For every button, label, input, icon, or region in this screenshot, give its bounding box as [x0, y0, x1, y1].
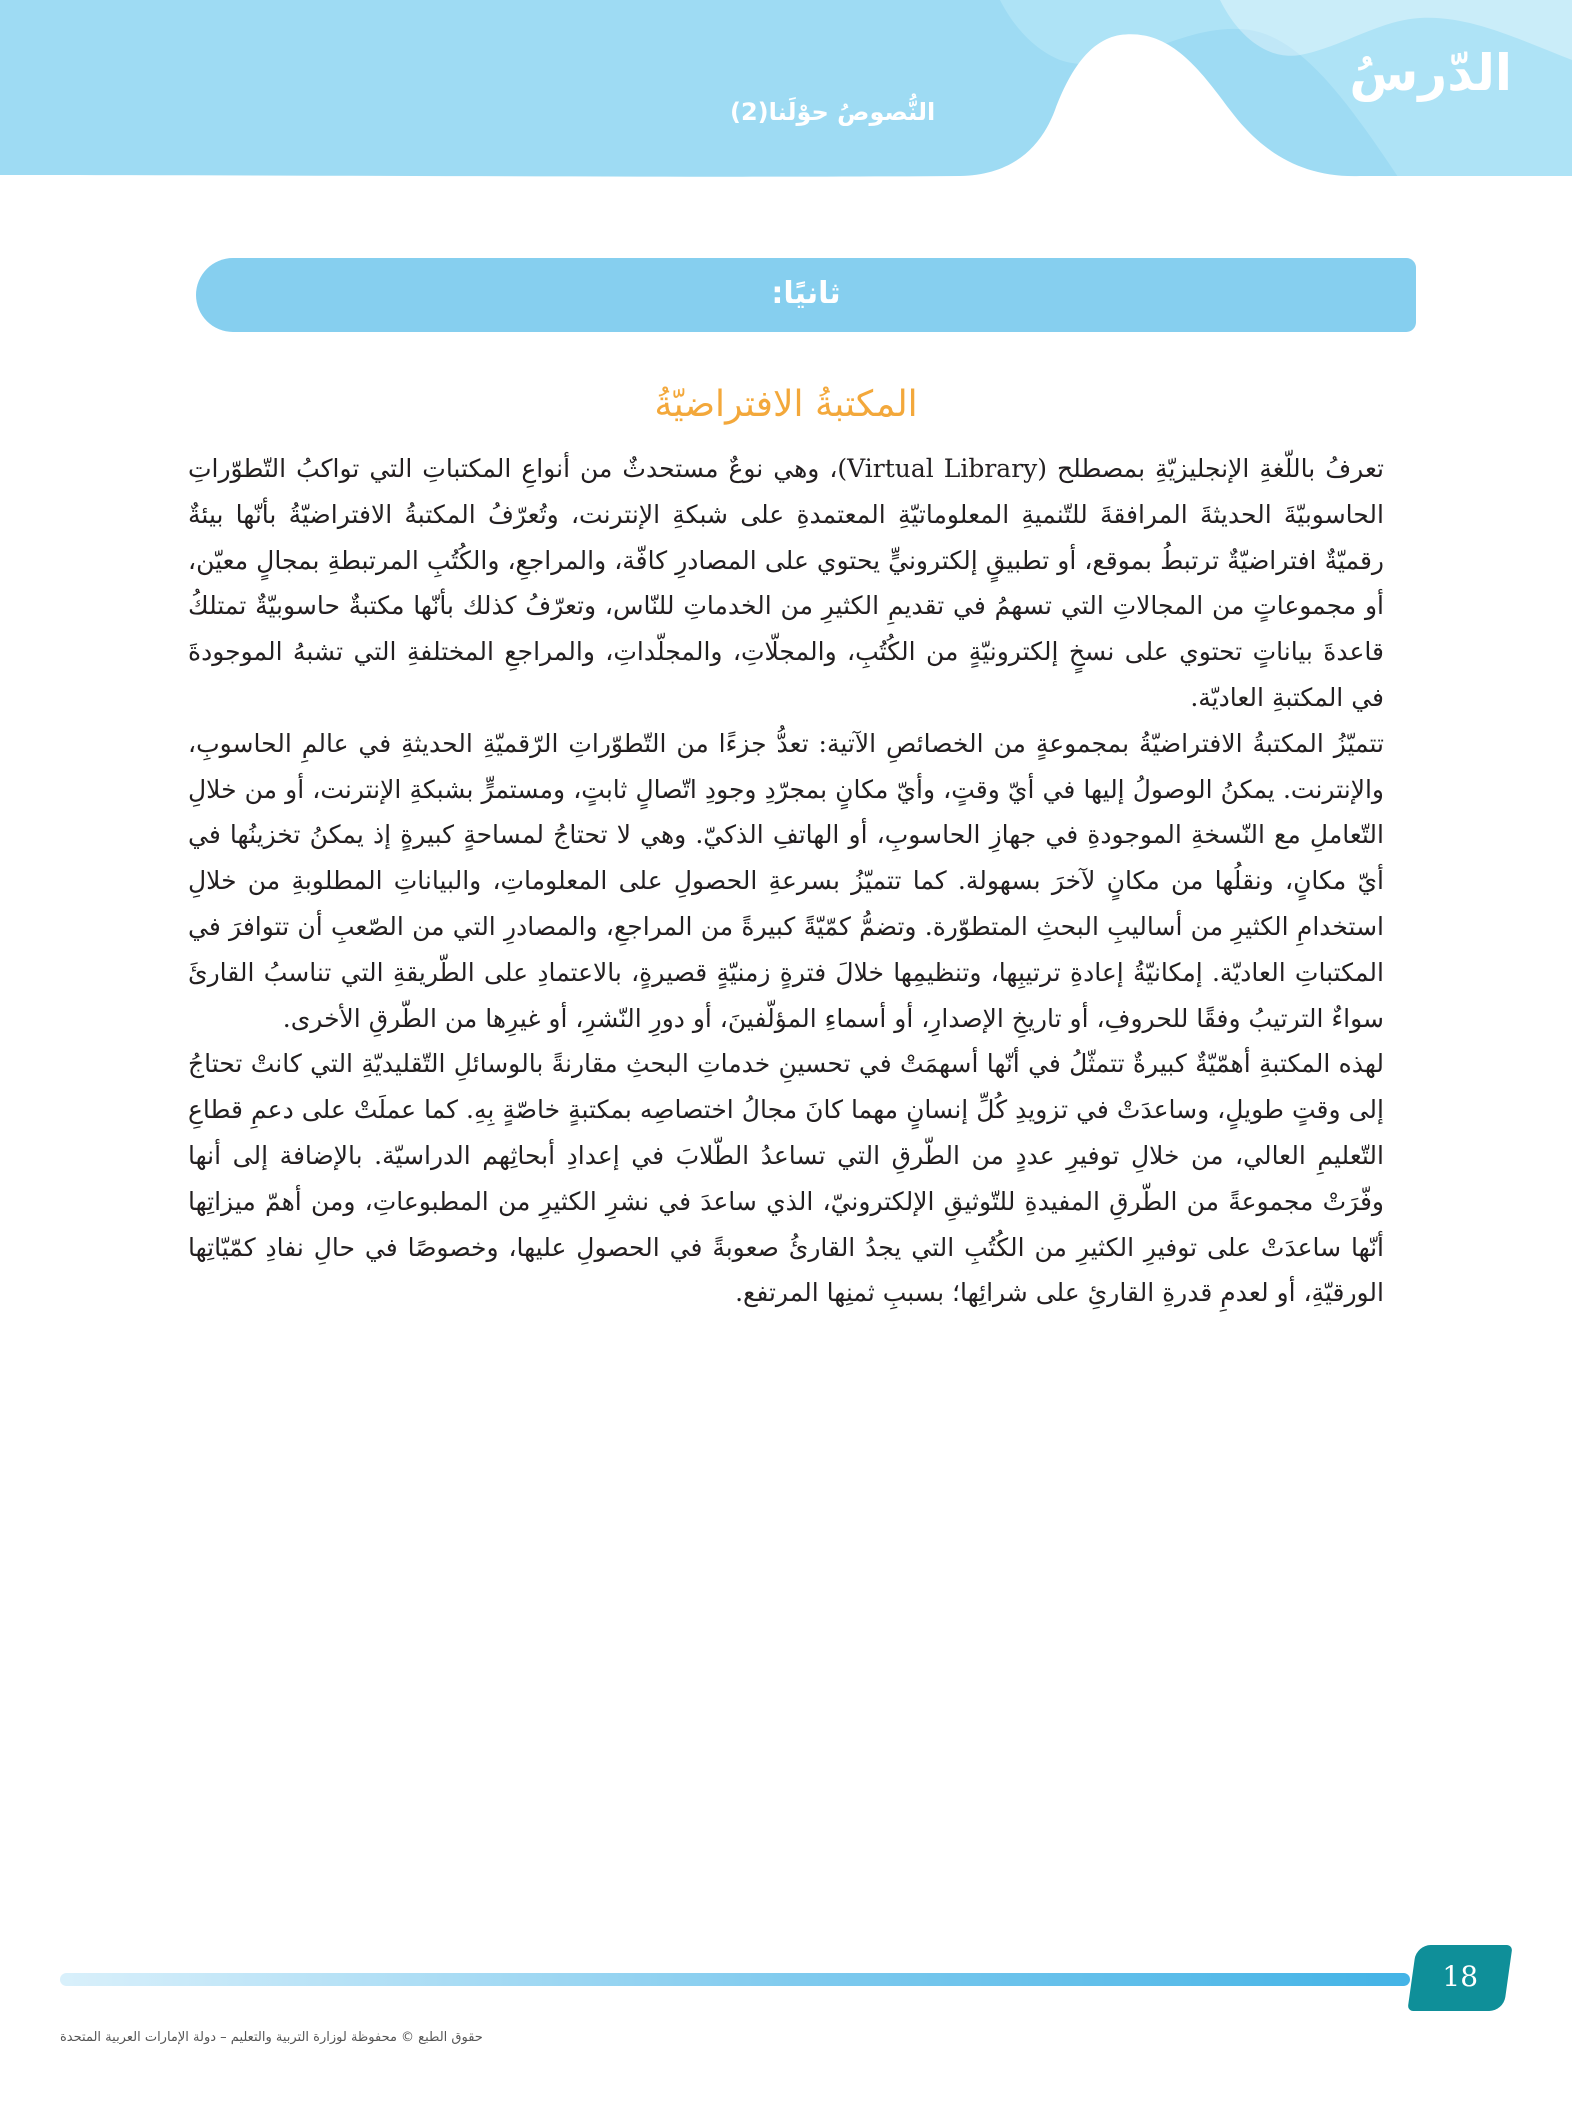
paragraph-importance: لهذه المكتبةِ أهمّيّةٌ كبيرةٌ تتمثّلُ في أنّها أسهمَتْ في تحسينِ خدماتِ البحثِ مقارنةً بالوسائلِ التّقليديّةِ التي كانتْ تحتاجُ إلى وقتٍ طويلٍ، وساعدَتْ في تزويدِ كُلِّ إنسانٍ مهما كانَ مجالُ اختصاصِه بمكتبةٍ خاصّةٍ بِهِ. كما عملَتْ على دعمِ قطاعِ التّعليمِ العالي، من خلالِ توفيرِ عددٍ من الطّرقِ التي تساعدُ الطّلابَ في إعدادِ أبحاثِهم الدراسيّة. بالإضافة إلى أنها وفّرَتْ مجموعةً من الطّرقِ المفيدةِ للتّوثيقِ الإلكترونيّ، الذي ساعدَ في نشرِ الكثيرِ من المطبوعاتِ، ومن أهمّ ميزاتِها أنّها ساعدَتْ على توفيرِ الكثيرِ من الكُتُبِ التي يجدُ القارئُ صعوبةً في الحصولِ عليها، وخصوصًا في حالِ نفادِ كمّيّاتِها الورقيّةِ، أو لعدمِ قدرةِ القارئِ على شرائِها؛ بسببِ ثمنِها المرتفع. — [188, 1049, 1384, 1308]
article-title: المكتبةُ الافتراضيّةُ — [654, 384, 918, 425]
section-banner — [196, 258, 1416, 332]
header-band — [0, 0, 1572, 210]
footer-line — [60, 1973, 1410, 1986]
lesson-subtitle: النُّصوصُ حوْلَنا(2) — [730, 98, 936, 126]
paragraph-definition: تعرفُ باللّغةِ الإنجليزيّةِ بمصطلح (Virtual Library)، وهي نوعٌ مستحدثٌ من أنواعِ المكتباتِ التي تواكبُ التّطوّراتِ الحاسوبيّةَ الحديثةَ المرافقةَ للتّنميةِ المعلوماتيّةِ المعتمدةِ على شبكةِ الإنترنت، وتُعرّفُ المكتبةُ الافتراضيّةُ بأنّها بيئةٌ رقميّةٌ افتراضيّةٌ ترتبطُ بموقع، أو تطبيقٍ إلكترونيٍّ يحتوي على المصادرِ كافّة، والمراجعِ، والكُتُبِ المرتبطةِ بمجالٍ معيّن، أو مجموعاتٍ من المجالاتِ التي تسهمُ في تقديمِ الكثيرِ من الخدماتِ للنّاس، وتعرّفُ كذلك بأنّها مكتبةٌ حاسوبيّةٌ تمتلكُ قاعدةَ بياناتٍ تحتوي على نسخٍ إلكترونيّةٍ من الكُتُبِ، والمجلّاتِ، والمجلّداتِ، والمراجعِ المختلفةِ التي تشبهُ الموجودةَ في المكتبةِ العاديّة. — [188, 454, 1384, 712]
copyright-notice: حقوق الطبع © محفوظة لوزارة التربية والتعليم – دولة الإمارات العربية المتحدة — [60, 2030, 483, 2045]
page-number-tab — [1407, 1945, 1512, 2011]
page-number: 18 — [1442, 1960, 1479, 1993]
article-body — [188, 446, 1384, 1316]
lesson-label: الدّرسُ — [1349, 44, 1512, 102]
section-label: ثانيًا: — [771, 276, 841, 311]
paragraph-features: تتميّزُ المكتبةُ الافتراضيّةُ بمجموعةٍ من الخصائصِ الآتية: تعدُّ جزءًا من التّطوّراتِ الرّقميّةِ الحديثةِ في عالمِ الحاسوبِ، والإنترنت. يمكنُ الوصولُ إليها في أيّ وقتٍ، وأيّ مكانٍ بمجرّدِ وجودِ اتّصالٍ ثابتٍ، ومستمرٍّ بشبكةِ الإنترنت، أو من خلالِ التّعاملِ مع النّسخةِ الموجودةِ في جهازِ الحاسوبِ، أو الهاتفِ الذكيّ. وهي لا تحتاجُ لمساحةٍ كبيرةٍ إذ يمكنُ تخزينُها في أيّ مكانٍ، ونقلُها من مكانٍ لآخرَ بسهولة. كما تتميّزُ بسرعةِ الحصولِ على المعلوماتِ، والبياناتِ المطلوبةِ من خلالِ استخدامِ الكثيرِ من أساليبِ البحثِ المتطوّرة. وتضمُّ كمّيّةً كبيرةً من المراجعِ، والمصادرِ التي من الصّعبِ أن تتوافرَ في المكتباتِ العاديّة. إمكانيّةُ إعادةِ ترتيبِها، وتنظيمِها خلالَ فترةٍ زمنيّةٍ قصيرةٍ، بالاعتمادِ على الطّريقةِ التي تناسبُ القارئَ سواءٌ الترتيبُ وفقًا للحروفِ، أو تاريخِ الإصدارِ، أو أسماءِ المؤلّفينَ، أو دورِ النّشرِ، أو غيرِها من الطّرقِ الأخرى. — [188, 728, 1384, 1033]
